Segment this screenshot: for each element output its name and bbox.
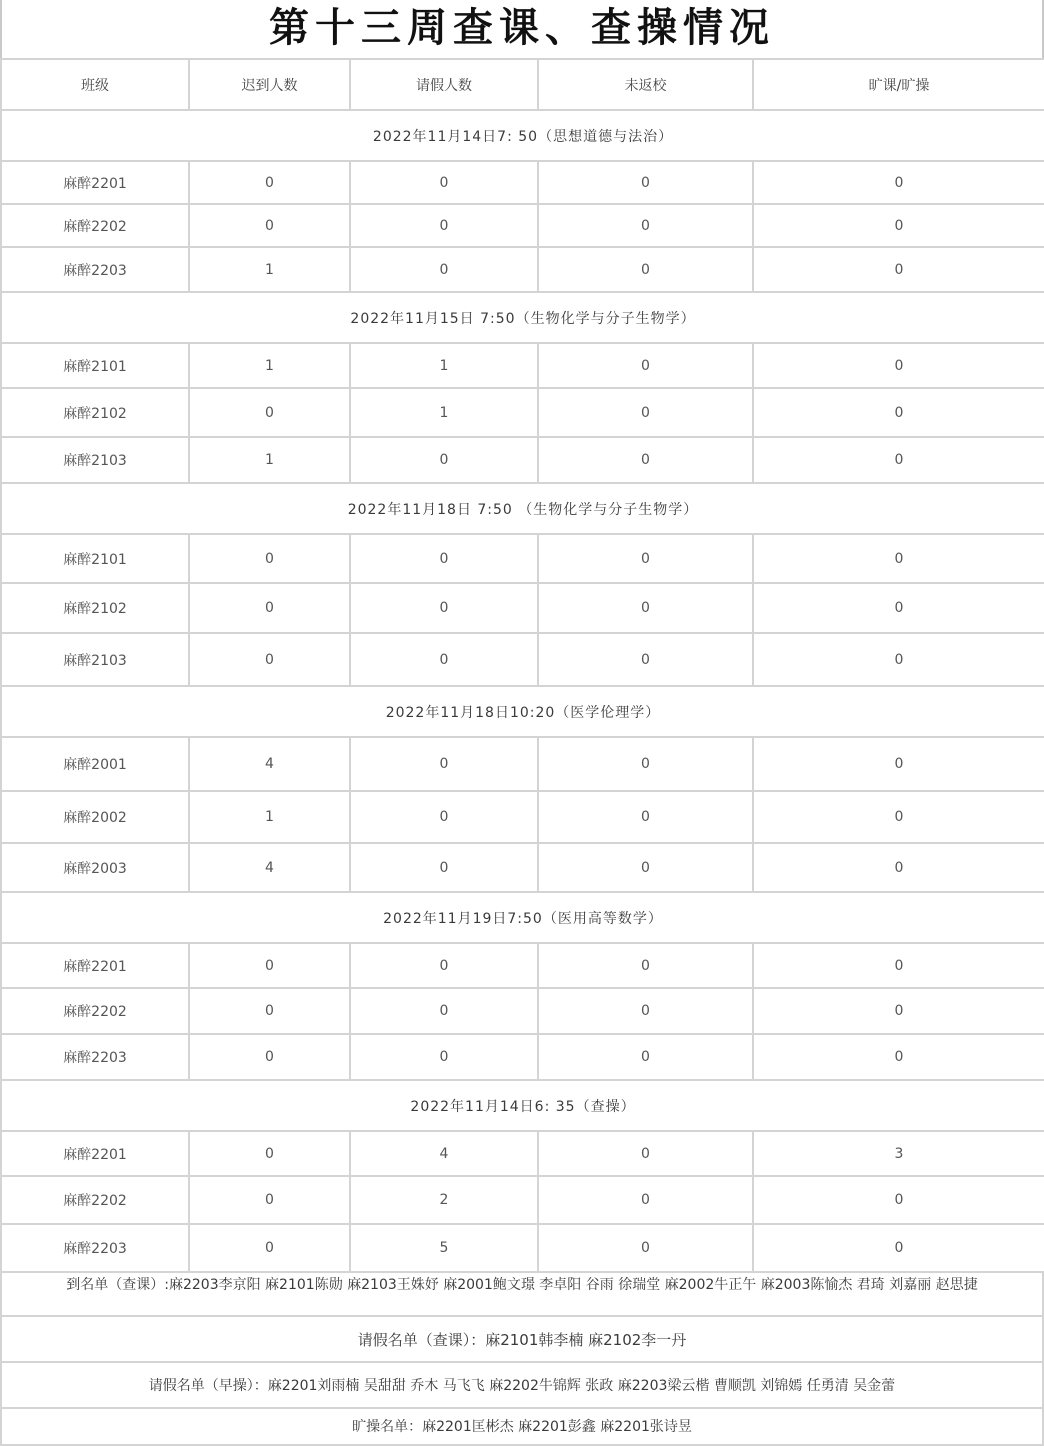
row-absent: 0 <box>753 843 1044 892</box>
row-late: 4 <box>189 843 350 892</box>
section-label: 2022年11月15日 7:50（生物化学与分子生物学） <box>1 292 1044 343</box>
row-late: 1 <box>189 437 350 483</box>
row-leave: 0 <box>350 1034 538 1080</box>
row-class: 麻醉2001 <box>1 737 189 791</box>
page-title: 第十三周查课、查操情况 <box>0 0 1044 58</box>
row-absent: 0 <box>753 1224 1044 1272</box>
row-leave: 0 <box>350 791 538 843</box>
row-class: 麻醉2201 <box>1 161 189 204</box>
row-leave: 0 <box>350 534 538 583</box>
section-label: 2022年11月14日7: 50（思想道德与法治） <box>1 110 1044 161</box>
row-late: 1 <box>189 791 350 843</box>
row-late: 0 <box>189 633 350 686</box>
row-not-returned: 0 <box>538 161 753 204</box>
row-class: 麻醉2203 <box>1 1034 189 1080</box>
row-late: 0 <box>189 988 350 1034</box>
row-leave: 0 <box>350 204 538 247</box>
row-late: 0 <box>189 388 350 437</box>
row-class: 麻醉2201 <box>1 943 189 988</box>
row-class: 麻醉2202 <box>1 988 189 1034</box>
table-row <box>1 534 1044 583</box>
row-absent: 0 <box>753 247 1044 292</box>
table-row <box>1 943 1044 988</box>
header-late: 迟到人数 <box>189 59 350 110</box>
table-row <box>1 843 1044 892</box>
table-row <box>1 583 1044 633</box>
row-leave: 0 <box>350 633 538 686</box>
row-not-returned: 0 <box>538 343 753 388</box>
row-absent: 0 <box>753 534 1044 583</box>
table-row <box>1 161 1044 204</box>
row-not-returned: 0 <box>538 988 753 1034</box>
row-not-returned: 0 <box>538 204 753 247</box>
row-absent: 0 <box>753 633 1044 686</box>
row-class: 麻醉2102 <box>1 583 189 633</box>
row-class: 麻醉2202 <box>1 1176 189 1224</box>
table-body <box>1 110 1044 1272</box>
header-leave: 请假人数 <box>350 59 538 110</box>
row-leave: 0 <box>350 737 538 791</box>
table-row <box>1 204 1044 247</box>
leave-list-exercise: 请假名单（早操）：麻2201刘雨楠 吴甜甜 乔木 马飞飞 麻2202牛锦辉 张政 麻2203梁云楷 曹顺凯 刘锦嫣 任勇清 吴金蕾 <box>0 1363 1044 1409</box>
section-label: 2022年11月18日10:20（医学伦理学） <box>1 686 1044 737</box>
row-absent: 0 <box>753 1176 1044 1224</box>
row-not-returned: 0 <box>538 737 753 791</box>
section-label: 2022年11月14日6: 35（查操） <box>1 1080 1044 1131</box>
row-class: 麻醉2202 <box>1 204 189 247</box>
row-leave: 0 <box>350 437 538 483</box>
row-class: 麻醉2002 <box>1 791 189 843</box>
row-class: 麻醉2103 <box>1 437 189 483</box>
row-not-returned: 0 <box>538 583 753 633</box>
row-late: 0 <box>189 1034 350 1080</box>
table-row <box>1 247 1044 292</box>
row-leave: 2 <box>350 1176 538 1224</box>
row-late: 0 <box>189 1224 350 1272</box>
table-row <box>1 343 1044 388</box>
row-absent: 0 <box>753 791 1044 843</box>
row-leave: 1 <box>350 388 538 437</box>
row-class: 麻醉2102 <box>1 388 189 437</box>
section-row <box>1 110 1044 161</box>
section-row <box>1 892 1044 943</box>
row-class: 麻醉2203 <box>1 247 189 292</box>
row-not-returned: 0 <box>538 633 753 686</box>
row-not-returned: 0 <box>538 1131 753 1176</box>
table-row <box>1 988 1044 1034</box>
table-row <box>1 437 1044 483</box>
row-late: 0 <box>189 1131 350 1176</box>
row-late: 0 <box>189 1176 350 1224</box>
row-class: 麻醉2101 <box>1 534 189 583</box>
row-leave: 5 <box>350 1224 538 1272</box>
late-list: 到名单（查课）:麻2203李京阳 麻2101陈勋 麻2103王姝妤 麻2001鲍文璟 李卓阳 谷雨 徐瑞堂 麻2002牛正午 麻2003陈愉杰 君琦 刘嘉丽 赵思捷 <box>0 1273 1044 1317</box>
row-leave: 4 <box>350 1131 538 1176</box>
row-absent: 0 <box>753 943 1044 988</box>
row-class: 麻醉2003 <box>1 843 189 892</box>
row-late: 0 <box>189 161 350 204</box>
leave-list-class: 请假名单（查课）：麻2101韩李楠 麻2102李一丹 <box>0 1317 1044 1363</box>
row-class: 麻醉2101 <box>1 343 189 388</box>
row-leave: 0 <box>350 988 538 1034</box>
row-not-returned: 0 <box>538 843 753 892</box>
section-row <box>1 686 1044 737</box>
row-leave: 0 <box>350 943 538 988</box>
table-row <box>1 1224 1044 1272</box>
row-not-returned: 0 <box>538 388 753 437</box>
row-late: 1 <box>189 247 350 292</box>
row-absent: 3 <box>753 1131 1044 1176</box>
section-row <box>1 483 1044 534</box>
section-row <box>1 1080 1044 1131</box>
row-not-returned: 0 <box>538 437 753 483</box>
row-absent: 0 <box>753 343 1044 388</box>
absent-list: 旷操名单：麻2201匡彬杰 麻2201彭鑫 麻2201张诗昱 <box>0 1409 1044 1446</box>
row-absent: 0 <box>753 161 1044 204</box>
row-absent: 0 <box>753 737 1044 791</box>
table-row <box>1 1034 1044 1080</box>
table-row <box>1 633 1044 686</box>
row-leave: 1 <box>350 343 538 388</box>
table-row <box>1 1176 1044 1224</box>
section-label: 2022年11月18日 7:50 （生物化学与分子生物学） <box>1 483 1044 534</box>
row-not-returned: 0 <box>538 534 753 583</box>
table-row <box>1 1131 1044 1176</box>
row-late: 0 <box>189 204 350 247</box>
row-absent: 0 <box>753 437 1044 483</box>
table-row <box>1 737 1044 791</box>
row-not-returned: 0 <box>538 791 753 843</box>
table-row <box>1 791 1044 843</box>
row-leave: 0 <box>350 843 538 892</box>
row-absent: 0 <box>753 204 1044 247</box>
row-not-returned: 0 <box>538 1034 753 1080</box>
header-class: 班级 <box>1 59 189 110</box>
row-leave: 0 <box>350 161 538 204</box>
row-absent: 0 <box>753 1034 1044 1080</box>
row-leave: 0 <box>350 583 538 633</box>
row-leave: 0 <box>350 247 538 292</box>
table-row <box>1 388 1044 437</box>
row-class: 麻醉2103 <box>1 633 189 686</box>
header-not-returned: 未返校 <box>538 59 753 110</box>
row-not-returned: 0 <box>538 1224 753 1272</box>
row-absent: 0 <box>753 988 1044 1034</box>
row-late: 0 <box>189 534 350 583</box>
row-late: 4 <box>189 737 350 791</box>
attendance-table <box>0 58 1044 1273</box>
row-not-returned: 0 <box>538 1176 753 1224</box>
header-absent: 旷课/旷操 <box>753 59 1044 110</box>
row-late: 0 <box>189 583 350 633</box>
row-not-returned: 0 <box>538 247 753 292</box>
section-row <box>1 292 1044 343</box>
row-class: 麻醉2203 <box>1 1224 189 1272</box>
row-class: 麻醉2201 <box>1 1131 189 1176</box>
section-label: 2022年11月19日7:50（医用高等数学） <box>1 892 1044 943</box>
row-absent: 0 <box>753 388 1044 437</box>
row-not-returned: 0 <box>538 943 753 988</box>
header-row <box>1 59 1044 110</box>
row-late: 1 <box>189 343 350 388</box>
row-absent: 0 <box>753 583 1044 633</box>
row-late: 0 <box>189 943 350 988</box>
